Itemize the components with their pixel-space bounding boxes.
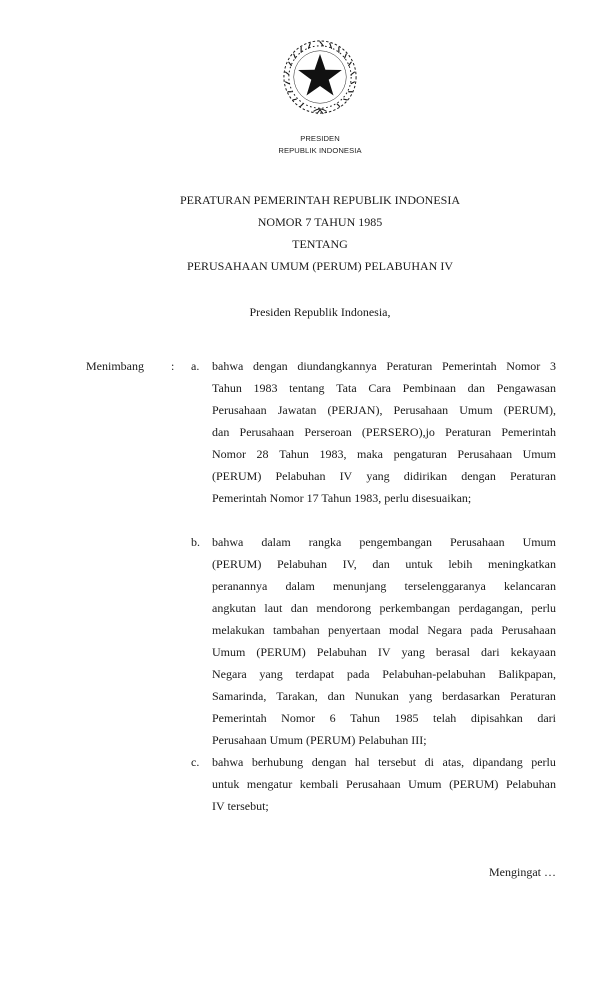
text-line: (PERUM) Pelabuhan IV yang didirikan dengan Peraturan — [212, 469, 556, 483]
text-line: Tahun 1983 tentang Tata Cara Pembinaan dan Pengawasan — [212, 381, 556, 395]
item-text — [212, 531, 556, 751]
text-line: melakukan tambahan penyertaan modal Negara pada Perusahaan — [212, 623, 556, 637]
text-line: IV tersebut; — [212, 799, 269, 813]
text-line: peranannya dalam menunjang terselenggaranya kelancaran — [212, 579, 556, 593]
text-line: Perusahaan Umum (PERUM) Pelabuhan III; — [212, 733, 427, 747]
consideration-item-a — [191, 355, 556, 509]
text-line: angkutan laut dan mendorong perkembangan perdagangan, perlu — [212, 601, 556, 615]
emblem-caption-presiden: PRESIDEN — [300, 134, 340, 143]
continuation-mengingat: Mengingat … — [489, 865, 556, 879]
greeting: Presiden Republik Indonesia, — [249, 305, 391, 319]
text-line: untuk mengatur kembali Perusahaan Umum (PERUM) Pelabuhan — [212, 777, 556, 791]
text-line: Negara yang terdapat pada Pelabuhan-pelabuhan Balikpapan, — [212, 667, 556, 681]
text-line: (PERUM) Pelabuhan IV, dan untuk lebih meningkatkan — [212, 557, 556, 571]
text-line: Pemerintah Nomor 17 Tahun 1983, perlu disesuaikan; — [212, 491, 472, 505]
text-line: Perusahaan Jawatan (PERJAN), Perusahaan Umum (PERUM), — [212, 403, 556, 417]
item-marker: b. — [191, 535, 200, 549]
text-line: bahwa berhubung dengan hal tersebut di atas, dipandang perlu — [212, 755, 556, 769]
title-line-tentang: TENTANG — [292, 237, 348, 251]
consideration-item-b — [191, 531, 556, 751]
title-line-number: NOMOR 7 TAHUN 1985 — [257, 215, 383, 229]
presidential-emblem-icon — [279, 36, 361, 118]
text-line: Umum (PERUM) Pelabuhan IV yang berasal dari kekayaan — [212, 645, 556, 659]
title-line-subject: PERUSAHAAN UMUM (PERUM) PELABUHAN IV — [186, 259, 453, 273]
text-line: dan Perusahaan Perseroan (PERSERO),jo Peraturan Pemerintah — [212, 425, 556, 439]
menimbang-colon: : — [171, 359, 175, 373]
item-text — [212, 751, 556, 817]
menimbang-label: Menimbang — [86, 359, 144, 373]
emblem-caption-republik-indonesia: REPUBLIK INDONESIA — [278, 146, 362, 155]
item-marker: c. — [191, 755, 200, 769]
text-line: bahwa dalam rangka pengembangan Perusahaan Umum — [212, 535, 556, 549]
title-line-regulation: PERATURAN PEMERINTAH REPUBLIK INDONESIA — [179, 193, 461, 207]
text-line: Nomor 28 Tahun 1983, maka pengaturan Perusahaan Umum — [212, 447, 556, 461]
text-line: Pemerintah Nomor 6 Tahun 1985 telah dipisahkan dari — [212, 711, 556, 725]
text-line: Samarinda, Tarakan, dan Nunukan yang berdasarkan Peraturan — [212, 689, 556, 703]
consideration-item-c — [191, 751, 556, 817]
document-title — [0, 189, 612, 277]
text-line: bahwa dengan diundangkannya Peraturan Pemerintah Nomor 3 — [212, 359, 556, 373]
item-text — [212, 355, 556, 509]
item-marker: a. — [191, 359, 200, 373]
